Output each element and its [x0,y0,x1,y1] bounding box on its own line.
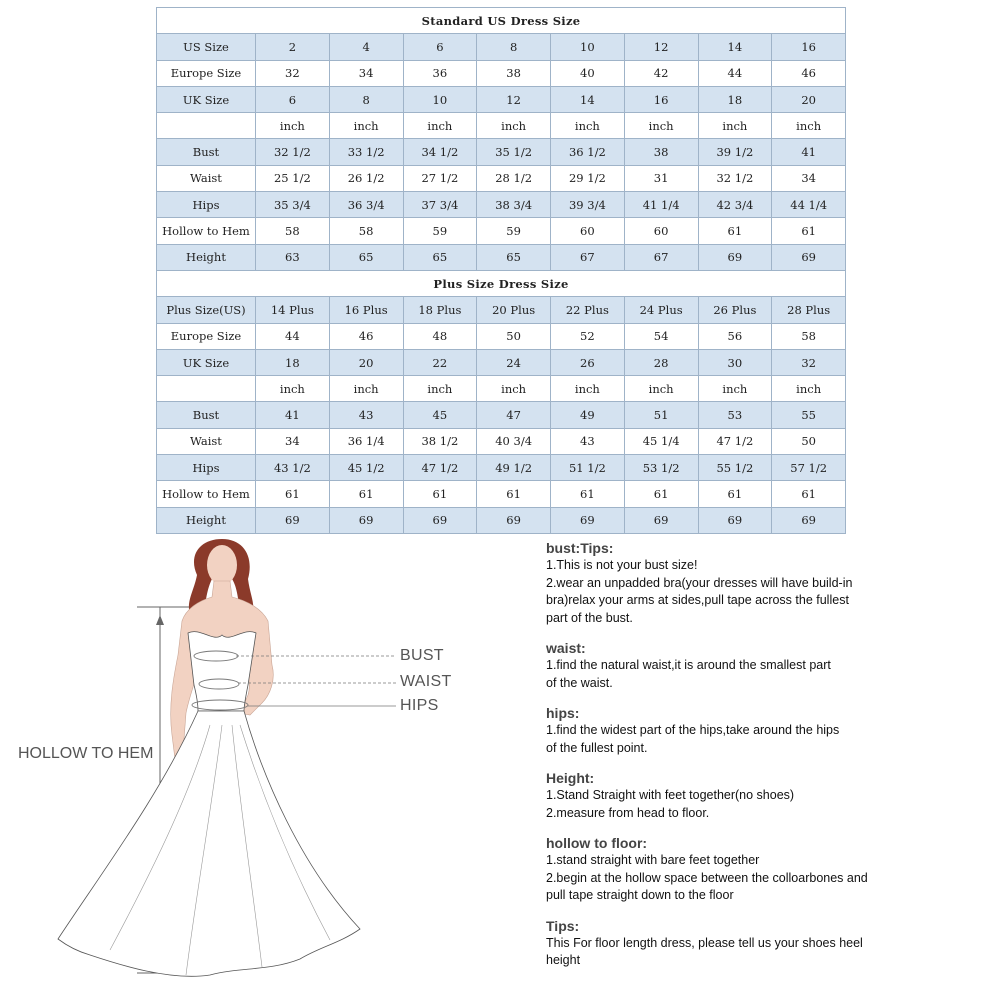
row-label: Europe Size [157,60,256,86]
table-cell: 57 1/2 [772,455,846,481]
table-cell: 47 1/2 [698,428,772,454]
table-cell: 51 1/2 [551,455,625,481]
table-cell: 45 1/2 [329,455,403,481]
table-cell: 32 [772,349,846,375]
table-row [157,376,846,402]
table-cell: 58 [772,323,846,349]
tip-section [546,770,986,822]
table-cell: 56 [698,323,772,349]
table-cell: 8 [477,34,551,60]
table-cell: inch [256,113,330,139]
table-cell: 34 [329,60,403,86]
table-cell: 32 1/2 [256,139,330,165]
table-cell: 55 [772,402,846,428]
tip-line: This For floor length dress, please tell us your shoes heel [546,935,863,950]
table-cell: 33 1/2 [329,139,403,165]
row-label: UK Size [157,86,256,112]
tip-line: 1.Stand Straight with feet together(no shoes) [546,788,795,802]
row-label [157,376,256,402]
table-cell: 26 Plus [698,297,772,323]
table-cell: 16 [624,86,698,112]
table-cell: 34 [772,165,846,191]
table-cell: 20 [329,349,403,375]
tip-heading: Height: [546,770,595,786]
us-table-title-row [157,8,846,34]
table-cell: 20 [772,86,846,112]
table-cell: 44 1/4 [772,192,846,218]
row-label: Europe Size [157,323,256,349]
table-cell: 45 1/4 [624,428,698,454]
dress-illustration [0,535,540,1001]
table-cell: 50 [772,428,846,454]
table-cell: 65 [329,244,403,270]
table-cell: 61 [772,481,846,507]
table-cell: 50 [477,323,551,349]
table-cell: inch [477,376,551,402]
table-cell: 53 [698,402,772,428]
table-cell: 28 [624,349,698,375]
tip-line: of the fullest point. [546,740,648,755]
tip-heading: waist: [546,640,586,656]
tip-section [546,705,986,757]
table-cell: 6 [403,34,477,60]
tip-line: of the waist. [546,675,613,690]
table-cell: 12 [624,34,698,60]
tip-section [546,835,986,905]
table-cell: inch [698,113,772,139]
tip-heading: hips: [546,705,580,721]
table-cell: inch [551,113,625,139]
row-label: Hips [157,192,256,218]
table-cell: 69 [329,507,403,533]
table-cell: 14 Plus [256,297,330,323]
plus-table-title-row [157,270,846,296]
row-label: Bust [157,402,256,428]
table-cell: 61 [551,481,625,507]
table-cell: 39 3/4 [551,192,625,218]
row-label: Hollow to Hem [157,218,256,244]
table-cell: 69 [477,507,551,533]
table-cell: inch [256,376,330,402]
table-cell: 42 [624,60,698,86]
table-cell: 16 [772,34,846,60]
size-chart-table [156,7,846,534]
table-cell: 14 [551,86,625,112]
table-cell: 43 [329,402,403,428]
table-cell: 59 [477,218,551,244]
table-row [157,34,846,60]
table-cell: 41 [256,402,330,428]
table-cell: 60 [551,218,625,244]
table-cell: 35 3/4 [256,192,330,218]
table-cell: 20 Plus [477,297,551,323]
table-row [157,323,846,349]
table-cell: inch [329,113,403,139]
table-cell: 61 [477,481,551,507]
table-cell: 45 [403,402,477,428]
table-row [157,349,846,375]
table-cell: 43 [551,428,625,454]
table-cell: 18 Plus [403,297,477,323]
bust-label: BUST [400,647,444,664]
tip-line: 1.find the natural waist,it is around the smallest part [546,658,831,672]
table-row [157,60,846,86]
table-cell: 18 [256,349,330,375]
table-cell: 28 Plus [772,297,846,323]
tip-line: part of the bust. [546,610,633,625]
table-row [157,139,846,165]
table-cell: 61 [329,481,403,507]
tip-heading: bust:Tips: [546,540,614,556]
measurement-tips [546,540,986,983]
table-cell: 61 [698,481,772,507]
table-cell: 51 [624,402,698,428]
table-row [157,192,846,218]
table-cell: 63 [256,244,330,270]
row-label: UK Size [157,349,256,375]
row-label: Height [157,244,256,270]
table-cell: inch [329,376,403,402]
tip-line: height [546,953,581,967]
row-label: Bust [157,139,256,165]
table-cell: 8 [329,86,403,112]
table-cell: 38 [477,60,551,86]
table-cell: inch [403,113,477,139]
table-cell: 65 [403,244,477,270]
row-label [157,113,256,139]
table-cell: 52 [551,323,625,349]
table-cell: 61 [256,481,330,507]
table-cell: 49 1/2 [477,455,551,481]
table-cell: 14 [698,34,772,60]
table-cell: 46 [329,323,403,349]
row-label: Waist [157,165,256,191]
hips-label: HIPS [400,697,439,714]
table-cell: 34 [256,428,330,454]
table-cell: 60 [624,218,698,244]
table-cell: 36 3/4 [329,192,403,218]
table-cell: 49 [551,402,625,428]
tip-section [546,918,986,970]
table-cell: inch [624,113,698,139]
table-cell: 34 1/2 [403,139,477,165]
table-row [157,402,846,428]
table-cell: 44 [256,323,330,349]
table-cell: 67 [624,244,698,270]
table-cell: 43 1/2 [256,455,330,481]
table-cell: 59 [403,218,477,244]
table-cell: 29 1/2 [551,165,625,191]
table-cell: 69 [698,244,772,270]
table-row [157,244,846,270]
table-cell: 61 [403,481,477,507]
table-row [157,481,846,507]
table-cell: 38 1/2 [403,428,477,454]
table-cell: 53 1/2 [624,455,698,481]
table-row [157,297,846,323]
table-cell: 69 [624,507,698,533]
table-cell: 48 [403,323,477,349]
us-table-title: Standard US Dress Size [157,8,846,34]
table-cell: inch [698,376,772,402]
table-cell: 2 [256,34,330,60]
tip-heading: hollow to floor: [546,835,648,851]
table-cell: inch [477,113,551,139]
table-row [157,428,846,454]
table-cell: 67 [551,244,625,270]
table-cell: 55 1/2 [698,455,772,481]
table-cell: 36 [403,60,477,86]
table-cell: 22 Plus [551,297,625,323]
table-cell: 38 3/4 [477,192,551,218]
table-row [157,507,846,533]
table-cell: 37 3/4 [403,192,477,218]
table-row [157,455,846,481]
table-cell: 10 [403,86,477,112]
table-cell: 61 [698,218,772,244]
table-cell: 26 1/2 [329,165,403,191]
table-row [157,165,846,191]
table-cell: inch [403,376,477,402]
table-cell: 31 [624,165,698,191]
table-cell: 24 [477,349,551,375]
table-cell: 54 [624,323,698,349]
table-cell: 47 1/2 [403,455,477,481]
table-cell: 18 [698,86,772,112]
row-label: Waist [157,428,256,454]
tip-heading: Tips: [546,917,580,934]
tip-section [546,640,986,692]
table-row [157,86,846,112]
tip-line: 1.find the widest part of the hips,take around the hips [546,723,840,737]
row-label: US Size [157,34,256,60]
table-cell: 58 [256,218,330,244]
tip-line: 1.This is not your bust size! [546,558,698,572]
table-cell: 39 1/2 [698,139,772,165]
row-label: Hollow to Hem [157,481,256,507]
table-cell: 47 [477,402,551,428]
tip-line: 2.begin at the hollow space between the colloarbones and [546,870,868,885]
table-row [157,218,846,244]
table-cell: 69 [403,507,477,533]
table-cell: 61 [624,481,698,507]
table-cell: 28 1/2 [477,165,551,191]
table-cell: 27 1/2 [403,165,477,191]
measurement-figure [0,535,540,1001]
tip-line: 1.stand straight with bare feet together [546,853,760,867]
table-cell: 69 [551,507,625,533]
table-cell: 32 [256,60,330,86]
table-cell: 36 1/4 [329,428,403,454]
table-cell: 32 1/2 [698,165,772,191]
table-cell: 41 [772,139,846,165]
table-cell: 69 [256,507,330,533]
table-cell: 40 3/4 [477,428,551,454]
table-cell: 41 1/4 [624,192,698,218]
tip-section [546,540,986,627]
tip-line: 2.measure from head to floor. [546,805,710,820]
table-cell: 69 [698,507,772,533]
plus-table-title: Plus Size Dress Size [157,270,846,296]
table-cell: 6 [256,86,330,112]
tip-line: bra)relax your arms at sides,pull tape across the fullest [546,593,849,607]
table-cell: 35 1/2 [477,139,551,165]
row-label: Height [157,507,256,533]
table-cell: 46 [772,60,846,86]
table-cell: 44 [698,60,772,86]
table-cell: 16 Plus [329,297,403,323]
table-cell: 24 Plus [624,297,698,323]
table-cell: 65 [477,244,551,270]
tip-line: 2.wear an unpadded bra(your dresses will have build-in [546,575,853,590]
size-chart-body [157,8,846,534]
hollow-to-hem-label: HOLLOW TO HEM [18,745,154,762]
table-cell: inch [772,376,846,402]
table-cell: 22 [403,349,477,375]
table-cell: 26 [551,349,625,375]
table-cell: 4 [329,34,403,60]
table-cell: inch [551,376,625,402]
row-label: Hips [157,455,256,481]
table-cell: 69 [772,244,846,270]
table-cell: 61 [772,218,846,244]
table-cell: 40 [551,60,625,86]
table-cell: inch [624,376,698,402]
table-cell: 38 [624,139,698,165]
table-cell: 25 1/2 [256,165,330,191]
table-cell: 30 [698,349,772,375]
table-cell: 42 3/4 [698,192,772,218]
table-cell: 69 [772,507,846,533]
table-cell: inch [772,113,846,139]
waist-label: WAIST [400,673,452,690]
tip-line: pull tape straight down to the floor [546,888,734,902]
table-row [157,113,846,139]
table-cell: 58 [329,218,403,244]
table-cell: 10 [551,34,625,60]
table-cell: 36 1/2 [551,139,625,165]
table-cell: 12 [477,86,551,112]
row-label: Plus Size(US) [157,297,256,323]
